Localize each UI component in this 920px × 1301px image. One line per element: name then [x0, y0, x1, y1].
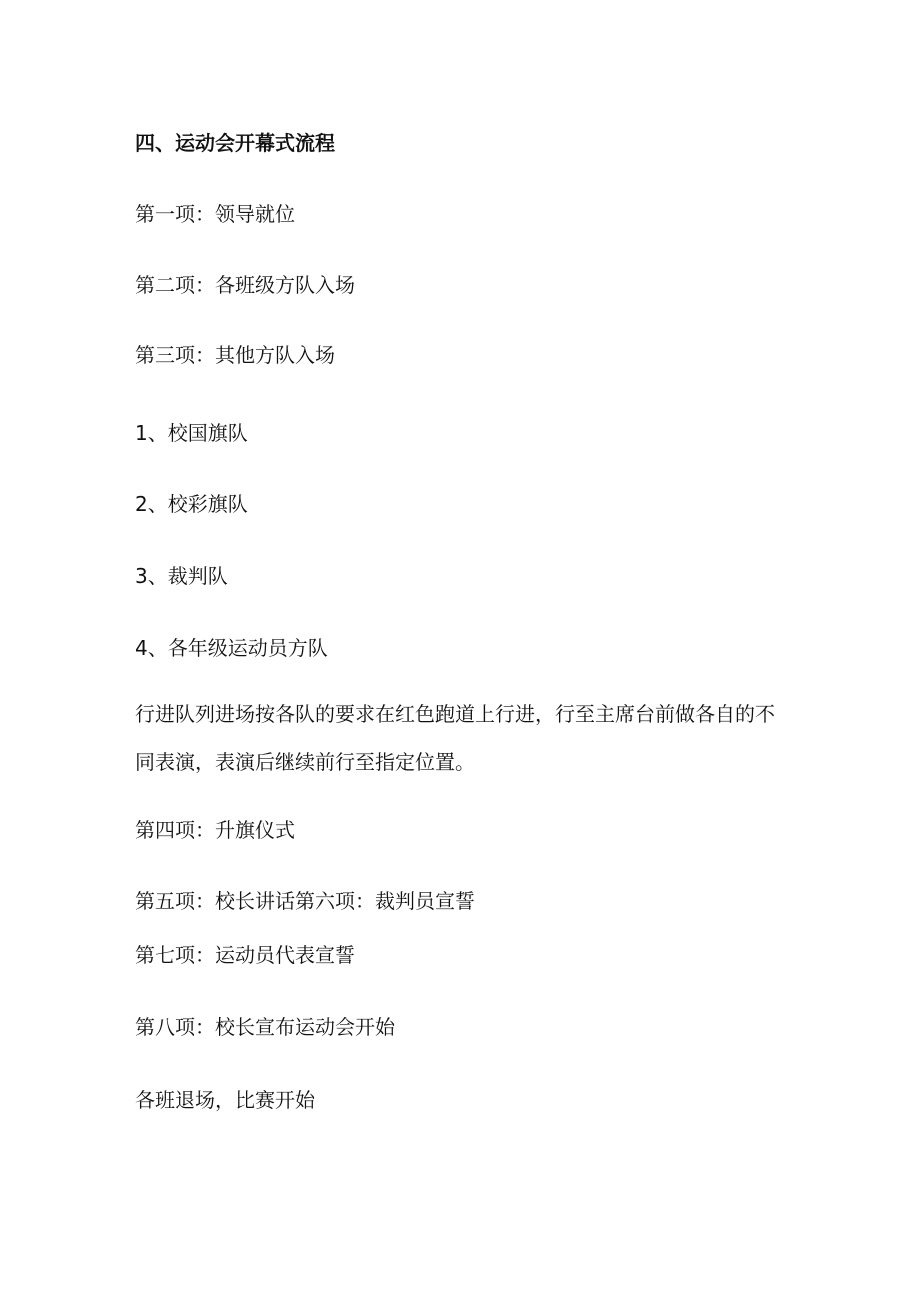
sub-item-3: 3、裁判队: [135, 564, 228, 588]
program-item-5-6: 第五项：校长讲话第六项：裁判员宣誓: [135, 889, 475, 913]
closing-line: 各班退场，比赛开始: [135, 1088, 315, 1112]
march-description-paragraph: 行进队列进场按各队的要求在红色跑道上行进，行至主席台前做各自的不同表演，表演后继续前行至指定位置。: [135, 702, 775, 774]
program-item-3: 第三项：其他方队入场: [135, 343, 335, 367]
program-item-4: 第四项：升旗仪式: [135, 818, 295, 842]
section-heading: 四、运动会开幕式流程: [135, 131, 335, 155]
sub-item-2: 2、校彩旗队: [135, 492, 248, 516]
program-item-1: 第一项：领导就位: [135, 202, 295, 226]
program-item-7: 第七项：运动员代表宣誓: [135, 943, 355, 967]
program-item-8: 第八项：校长宣布运动会开始: [135, 1015, 395, 1039]
sub-item-1: 1、校国旗队: [135, 421, 248, 445]
program-item-2: 第二项：各班级方队入场: [135, 273, 355, 297]
sub-item-4: 4、各年级运动员方队: [135, 636, 328, 660]
